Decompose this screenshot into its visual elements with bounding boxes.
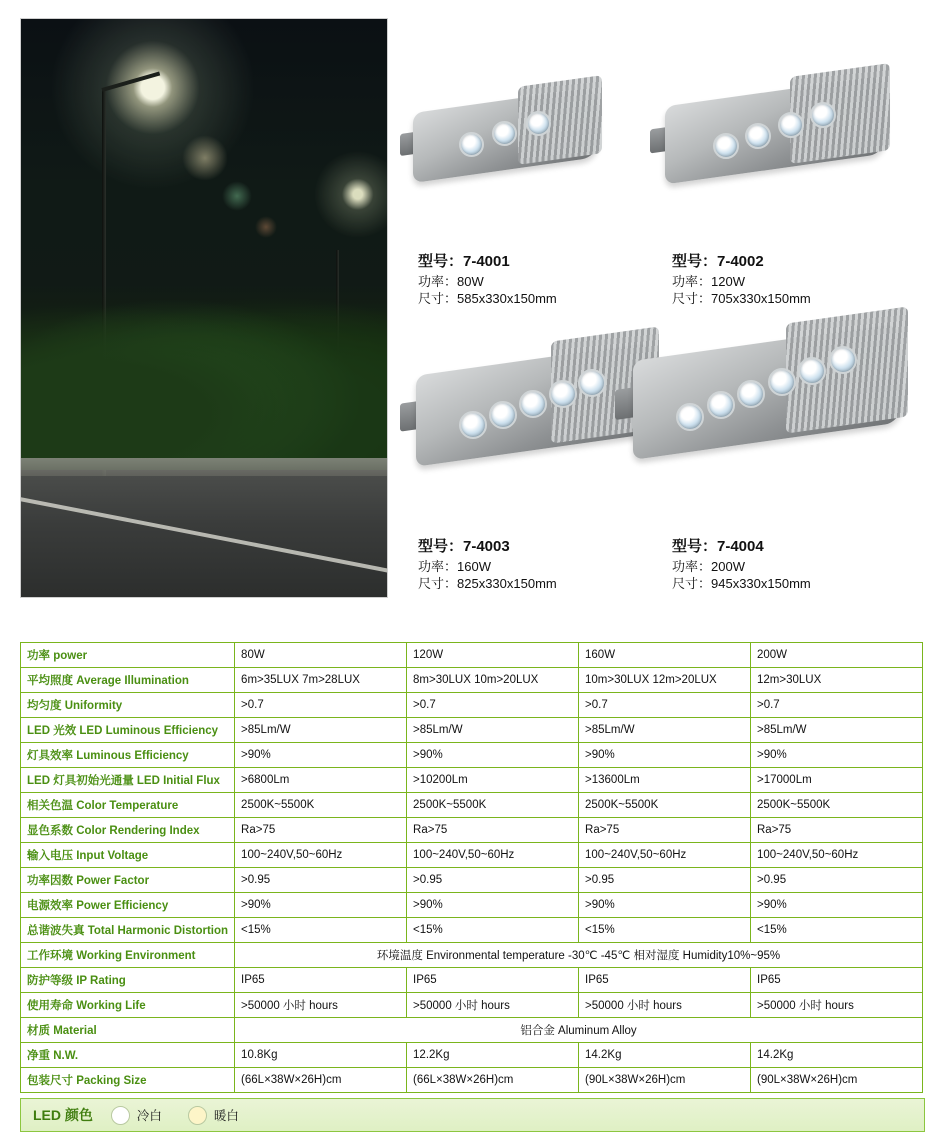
table-row bbox=[21, 843, 923, 868]
spec-value: >0.95 bbox=[751, 868, 923, 893]
table-row bbox=[21, 943, 923, 968]
product-size-label: 尺寸：825x330x150mm bbox=[418, 576, 557, 591]
spec-value: 2500K~5500K bbox=[235, 793, 407, 818]
spec-value: >85Lm/W bbox=[751, 718, 923, 743]
spec-value: (90L×38W×26H)cm bbox=[579, 1068, 751, 1093]
spec-value: 160W bbox=[579, 643, 751, 668]
spec-value: >0.95 bbox=[235, 868, 407, 893]
spec-value: >85Lm/W bbox=[579, 718, 751, 743]
spec-value: (90L×38W×26H)cm bbox=[751, 1068, 923, 1093]
color-swatch-icon bbox=[111, 1106, 130, 1125]
spec-value: >85Lm/W bbox=[235, 718, 407, 743]
spec-label: 均匀度 Uniformity bbox=[21, 693, 235, 718]
product-model-label: 型号：7-4004 bbox=[672, 538, 764, 555]
spec-value: >6800Lm bbox=[235, 768, 407, 793]
product-size-label: 尺寸：945x330x150mm bbox=[672, 576, 811, 591]
led-lens bbox=[768, 368, 796, 396]
spec-value: 100~240V,50~60Hz bbox=[579, 843, 751, 868]
spec-label: 使用寿命 Working Life bbox=[21, 993, 235, 1018]
spec-value: >0.7 bbox=[579, 693, 751, 718]
product-image-7-4004 bbox=[615, 300, 920, 490]
table-row bbox=[21, 1043, 923, 1068]
spec-value: 80W bbox=[235, 643, 407, 668]
spec-value-merged: 环境温度 Environmental temperature -30℃ -45℃ 相对湿度 Humidity10%~95% bbox=[235, 943, 923, 968]
product-model-label: 型号：7-4001 bbox=[418, 253, 510, 270]
led-lens bbox=[810, 102, 836, 128]
spec-label: 电源效率 Power Efficiency bbox=[21, 893, 235, 918]
led-lens bbox=[778, 112, 804, 138]
table-row bbox=[21, 1068, 923, 1093]
lens-flare-icon bbox=[255, 216, 277, 238]
spec-value: >0.7 bbox=[751, 693, 923, 718]
spec-value: >90% bbox=[407, 743, 579, 768]
led-lens bbox=[578, 369, 606, 397]
led-lens bbox=[707, 391, 735, 419]
spec-value: IP65 bbox=[235, 968, 407, 993]
led-lens bbox=[737, 380, 765, 408]
lens-flare-icon bbox=[182, 135, 228, 181]
spec-value: 14.2Kg bbox=[751, 1043, 923, 1068]
spec-value: >10200Lm bbox=[407, 768, 579, 793]
led-color-bar bbox=[20, 1098, 925, 1132]
spec-label: 输入电压 Input Voltage bbox=[21, 843, 235, 868]
spec-label: 平均照度 Average Illumination bbox=[21, 668, 235, 693]
heat-sink-fins bbox=[790, 63, 890, 164]
spec-value: 100~240V,50~60Hz bbox=[407, 843, 579, 868]
spec-value: >0.95 bbox=[579, 868, 751, 893]
spec-value: IP65 bbox=[579, 968, 751, 993]
spec-value: IP65 bbox=[407, 968, 579, 993]
spec-label: LED 光效 LED Luminous Efficiency bbox=[21, 718, 235, 743]
specification-table bbox=[20, 642, 923, 1093]
spec-value: 10.8Kg bbox=[235, 1043, 407, 1068]
table-row bbox=[21, 718, 923, 743]
street-light-night-photo bbox=[20, 18, 388, 598]
product-power-label: 功率：200W bbox=[672, 559, 745, 574]
spec-label: 防护等级 IP Rating bbox=[21, 968, 235, 993]
led-lens bbox=[829, 346, 857, 374]
roadside-trees bbox=[21, 285, 387, 470]
product-caption-7-4002 bbox=[672, 253, 902, 307]
led-lens bbox=[459, 132, 484, 157]
product-size-label: 尺寸：705x330x150mm bbox=[672, 291, 811, 306]
spec-value: >90% bbox=[407, 893, 579, 918]
led-color-label: 冷白 bbox=[136, 1109, 162, 1123]
spec-value: >90% bbox=[579, 743, 751, 768]
spec-value: >90% bbox=[579, 893, 751, 918]
table-row bbox=[21, 918, 923, 943]
led-lens bbox=[549, 380, 577, 408]
led-color-label: 暖白 bbox=[213, 1109, 239, 1123]
spec-label: 相关色温 Color Temperature bbox=[21, 793, 235, 818]
spec-value: 2500K~5500K bbox=[579, 793, 751, 818]
spec-value: >50000 小时 hours bbox=[407, 993, 579, 1018]
spec-value: 12.2Kg bbox=[407, 1043, 579, 1068]
table-row bbox=[21, 893, 923, 918]
spec-label: 材质 Material bbox=[21, 1018, 235, 1043]
spec-value: 14.2Kg bbox=[579, 1043, 751, 1068]
color-swatch-icon bbox=[188, 1106, 207, 1125]
spec-value: >13600Lm bbox=[579, 768, 751, 793]
table-row bbox=[21, 968, 923, 993]
spec-label: 功率因数 Power Factor bbox=[21, 868, 235, 893]
product-power-label: 功率：120W bbox=[672, 274, 745, 289]
table-row bbox=[21, 768, 923, 793]
led-lens bbox=[745, 123, 771, 149]
spec-label: 包装尺寸 Packing Size bbox=[21, 1068, 235, 1093]
spec-value: <15% bbox=[751, 918, 923, 943]
table-row bbox=[21, 868, 923, 893]
product-size-label: 尺寸：585x330x150mm bbox=[418, 291, 557, 306]
spec-value: (66L×38W×26H)cm bbox=[407, 1068, 579, 1093]
led-lens bbox=[489, 401, 517, 429]
spec-value: >17000Lm bbox=[751, 768, 923, 793]
table-row bbox=[21, 818, 923, 843]
spec-value: 200W bbox=[751, 643, 923, 668]
spec-value: <15% bbox=[407, 918, 579, 943]
spec-value: 2500K~5500K bbox=[407, 793, 579, 818]
spec-value: 2500K~5500K bbox=[751, 793, 923, 818]
product-caption-7-4004 bbox=[672, 538, 902, 592]
led-lens bbox=[798, 357, 826, 385]
led-lens bbox=[676, 403, 704, 431]
table-row bbox=[21, 668, 923, 693]
spec-value: <15% bbox=[579, 918, 751, 943]
table-row bbox=[21, 693, 923, 718]
spec-label: LED 灯具初始光通量 LED Initial Flux bbox=[21, 768, 235, 793]
spec-value: Ra>75 bbox=[579, 818, 751, 843]
spec-value: >90% bbox=[235, 893, 407, 918]
spec-value: (66L×38W×26H)cm bbox=[235, 1068, 407, 1093]
spec-label: 功率 power bbox=[21, 643, 235, 668]
product-power-label: 功率：80W bbox=[418, 274, 484, 289]
spec-label: 净重 N.W. bbox=[21, 1043, 235, 1068]
spec-value: 12m>30LUX bbox=[751, 668, 923, 693]
spec-value: >50000 小时 hours bbox=[751, 993, 923, 1018]
led-color-option-cool-white[interactable] bbox=[111, 1106, 162, 1125]
spec-value: 120W bbox=[407, 643, 579, 668]
spec-value: >50000 小时 hours bbox=[579, 993, 751, 1018]
spec-value: Ra>75 bbox=[235, 818, 407, 843]
spec-value: >90% bbox=[751, 893, 923, 918]
spec-value: Ra>75 bbox=[751, 818, 923, 843]
spec-value: 8m>30LUX 10m>20LUX bbox=[407, 668, 579, 693]
spec-value: 100~240V,50~60Hz bbox=[751, 843, 923, 868]
spec-value: IP65 bbox=[751, 968, 923, 993]
spec-label: 工作环境 Working Environment bbox=[21, 943, 235, 968]
product-image-7-4002 bbox=[650, 58, 900, 208]
spec-value: >0.95 bbox=[407, 868, 579, 893]
spec-value: >0.7 bbox=[407, 693, 579, 718]
spec-value: <15% bbox=[235, 918, 407, 943]
table-row bbox=[21, 1018, 923, 1043]
product-model-label: 型号：7-4003 bbox=[418, 538, 510, 555]
table-row bbox=[21, 793, 923, 818]
spec-label: 总谐波失真 Total Harmonic Distortion bbox=[21, 918, 235, 943]
spec-label: 显色系数 Color Rendering Index bbox=[21, 818, 235, 843]
spec-value: >90% bbox=[235, 743, 407, 768]
spec-value: >90% bbox=[751, 743, 923, 768]
table-row bbox=[21, 743, 923, 768]
product-caption-7-4001 bbox=[418, 253, 648, 307]
led-lens bbox=[519, 390, 547, 418]
product-caption-7-4003 bbox=[418, 538, 648, 592]
product-power-label: 功率：160W bbox=[418, 559, 491, 574]
led-color-title: LED 颜色 bbox=[33, 1107, 93, 1123]
spec-value: >0.7 bbox=[235, 693, 407, 718]
led-color-option-warm-white[interactable] bbox=[188, 1106, 239, 1125]
led-lens bbox=[713, 133, 739, 159]
spec-value: Ra>75 bbox=[407, 818, 579, 843]
spec-value: 10m>30LUX 12m>20LUX bbox=[579, 668, 751, 693]
spec-value: 6m>35LUX 7m>28LUX bbox=[235, 668, 407, 693]
led-lens bbox=[526, 111, 551, 136]
product-model-label: 型号：7-4002 bbox=[672, 253, 764, 270]
table-row bbox=[21, 643, 923, 668]
spec-value-merged: 铝合金 Aluminum Alloy bbox=[235, 1018, 923, 1043]
spec-value: >85Lm/W bbox=[407, 718, 579, 743]
table-row bbox=[21, 993, 923, 1018]
spec-value: 100~240V,50~60Hz bbox=[235, 843, 407, 868]
product-image-7-4001 bbox=[400, 70, 610, 205]
lens-flare-icon bbox=[222, 181, 252, 211]
spec-value: >50000 小时 hours bbox=[235, 993, 407, 1018]
spec-label: 灯具效率 Luminous Efficiency bbox=[21, 743, 235, 768]
